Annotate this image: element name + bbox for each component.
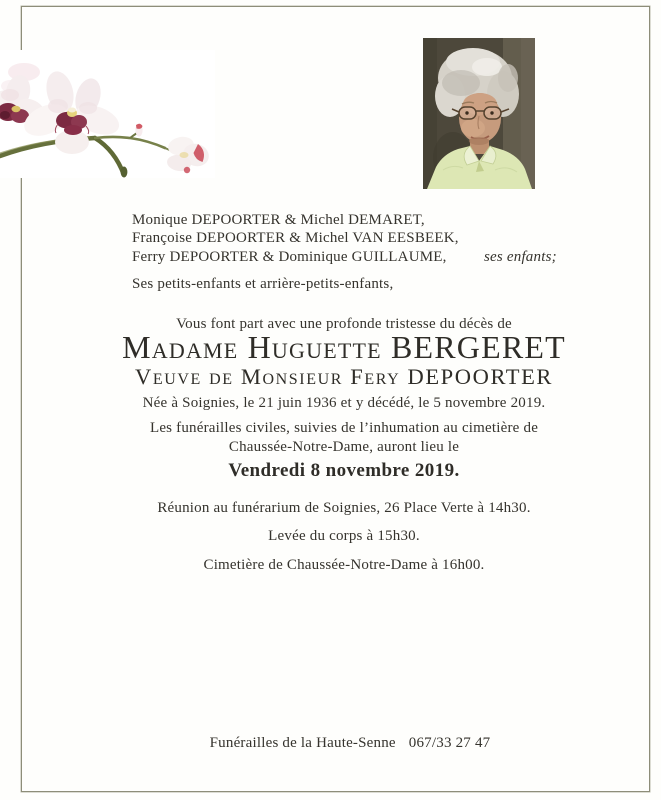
footer [40,736,660,751]
funeral-date: Vendredi 8 novembre 2019. [228,460,460,481]
funeral-home-phone: 067/33 27 47 [408,735,491,751]
removal-line: Levée du corps à 15h30. [268,528,420,544]
meeting-line: Réunion au funérarium de Soignies, 26 Place Verte à 14h30. [157,500,531,516]
announcement-block [27,0,661,800]
funeral-home-name: Funérailles de la Haute-Senne [209,735,396,751]
relation-label: ses enfants; [484,248,557,265]
couple-2: Françoise DEPOORTER & Michel VAN EESBEEK, [132,230,459,247]
couple-3: Ferry DEPOORTER & Dominique GUILLAUME, [132,248,447,265]
funeral-details-line-1: Les funérailles civiles, suivies de l’inhumation au cimetière de [149,420,539,436]
deceased-name: Madame Huguette BERGERET [122,329,566,365]
grandchildren-line: Ses petits-enfants et arrière-petits-enfants, [132,276,394,293]
cemetery-line: Cimetière de Chaussée-Notre-Dame à 16h00. [203,557,485,573]
couple-1: Monique DEPOORTER & Michel DEMARET, [132,212,425,228]
widow-of-line: Veuve de Monsieur Fery DEPOORTER [134,364,554,389]
funeral-details-line-2: Chaussée-Notre-Dame, auront lieu le [228,439,460,455]
life-dates-line: Née à Soignies, le 21 juin 1936 et y décédé, le 5 novembre 2019. [142,395,546,411]
announcement-intro: Vous font part avec une profonde tristesse du décès de [176,316,512,332]
